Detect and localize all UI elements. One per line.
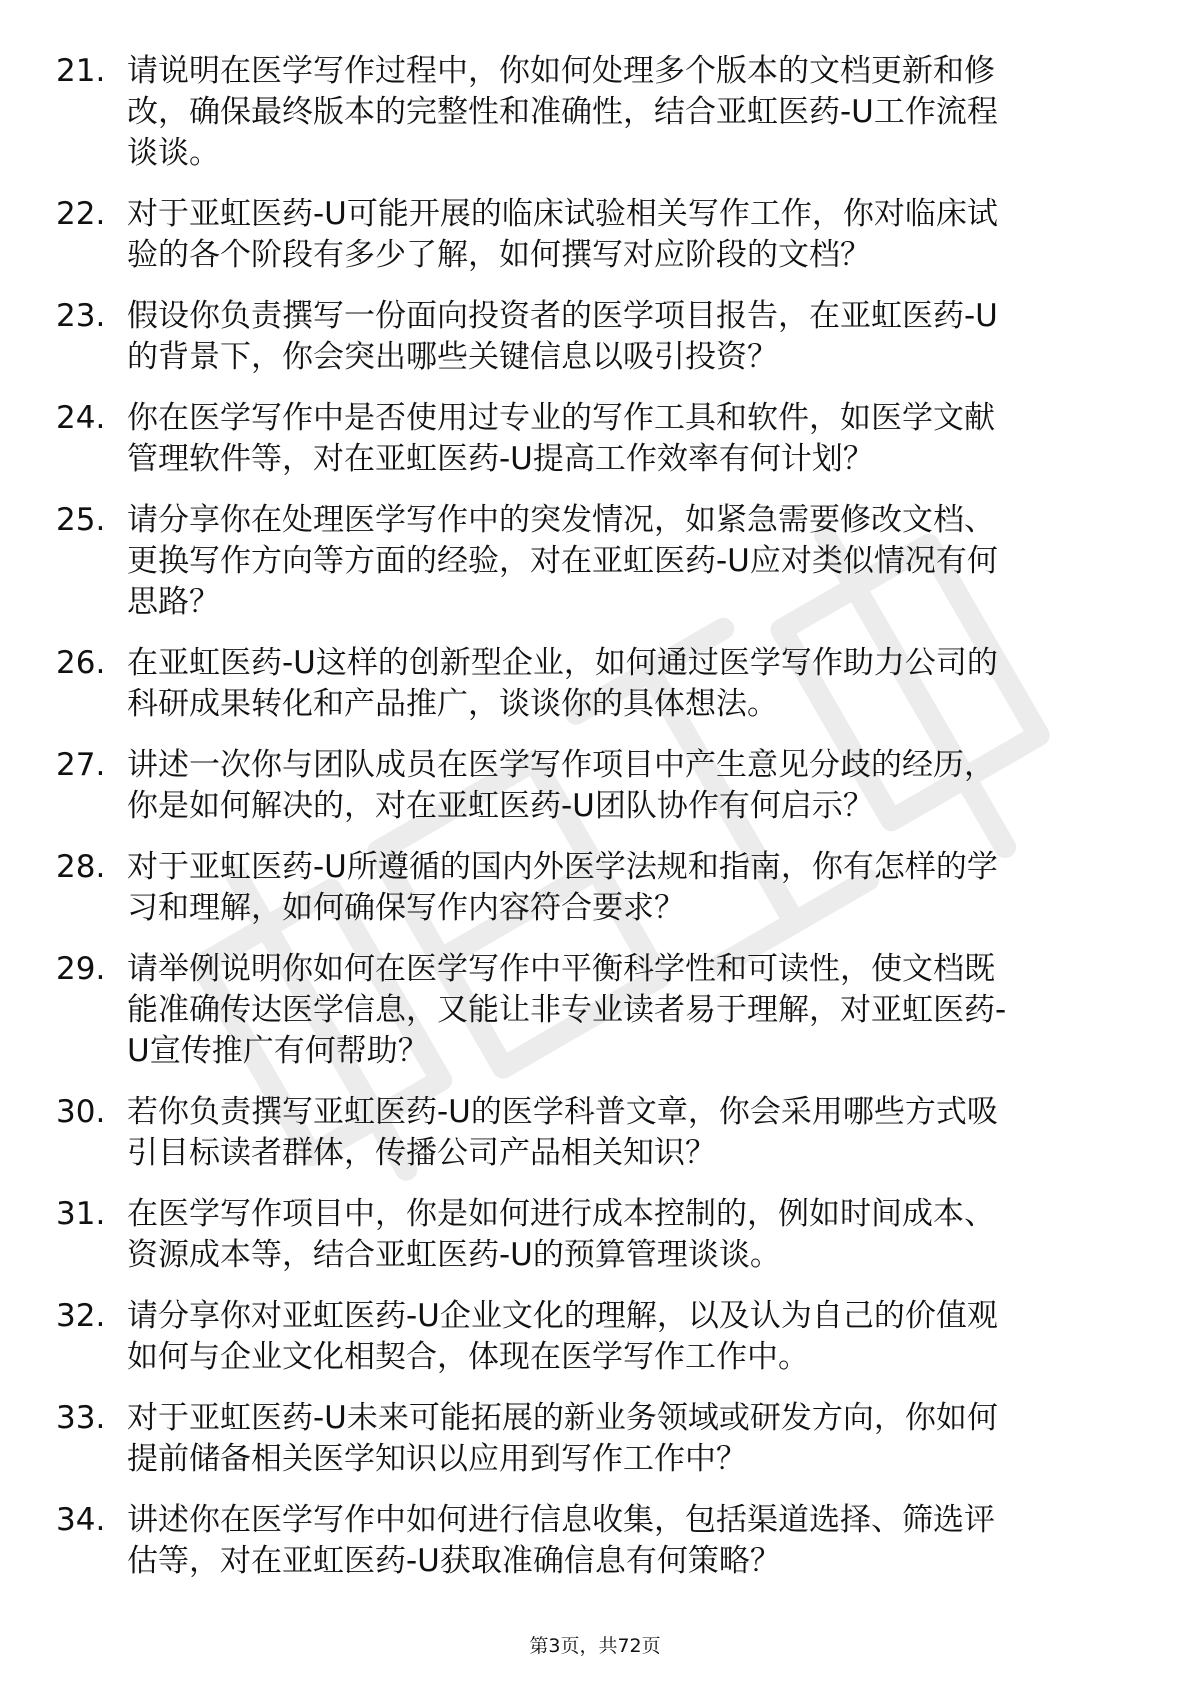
question-text-line: 管理软件等，对在亚虹医药-U提高工作效率有何计划？	[127, 441, 874, 477]
question-number: 33.	[56, 1400, 106, 1436]
question-item	[0, 51, 1190, 174]
question-text-line: 对于亚虹医药-U未来可能拓展的新业务领域或研发方向，你如何	[127, 1400, 998, 1436]
question-text-line: 请举例说明你如何在医学写作中平衡科学性和可读性，使文档既	[127, 951, 995, 987]
question-text-line: 假设你负责撰写一份面向投资者的医学项目报告，在亚虹医药-U	[127, 298, 998, 334]
question-text-line: 若你负责撰写亚虹医药-U的医学科普文章，你会采用哪些方式吸	[127, 1094, 998, 1130]
question-text	[127, 847, 1147, 929]
question-item	[0, 643, 1190, 725]
question-number: 22.	[56, 196, 106, 232]
question-text-line: 如何与企业文化相契合，体现在医学写作工作中。	[127, 1339, 809, 1375]
question-item	[0, 847, 1190, 929]
question-number: 32.	[56, 1298, 106, 1334]
question-item	[0, 500, 1190, 623]
question-number: 27.	[56, 747, 106, 783]
question-text-line: 请分享你在处理医学写作中的突发情况，如紧急需要修改文档、	[127, 502, 995, 538]
question-text-line: 能准确传达医学信息，又能让非专业读者易于理解，对亚虹医药-	[127, 992, 1007, 1028]
question-text-line: 提前储备相关医学知识以应用到写作工作中？	[127, 1441, 747, 1477]
question-text-line: 在医学写作项目中，你是如何进行成本控制的，例如时间成本、	[127, 1196, 995, 1232]
question-text-line: 习和理解，如何确保写作内容符合要求？	[127, 890, 685, 926]
question-text-line: 引目标读者群体，传播公司产品相关知识？	[127, 1135, 716, 1171]
question-text	[127, 1092, 1147, 1174]
question-text-line: 对于亚虹医药-U所遵循的国内外医学法规和指南，你有怎样的学	[127, 849, 998, 885]
question-text-line: 思路？	[127, 584, 220, 620]
question-number: 31.	[56, 1196, 106, 1232]
question-text-line: 对于亚虹医药-U可能开展的临床试验相关写作工作，你对临床试	[127, 196, 998, 232]
question-text-line: 你是如何解决的，对在亚虹医药-U团队协作有何启示？	[127, 788, 874, 824]
question-text-line: 改，确保最终版本的完整性和准确性，结合亚虹医药-U工作流程	[127, 94, 998, 130]
question-item	[0, 1398, 1190, 1480]
page-number: 第3页，共72页	[529, 1635, 661, 1657]
question-number: 28.	[56, 849, 106, 885]
question-item	[0, 1194, 1190, 1276]
question-item	[0, 1296, 1190, 1378]
question-text	[127, 398, 1147, 480]
question-text-line: 的背景下，你会突出哪些关键信息以吸引投资？	[127, 339, 778, 375]
question-text	[127, 1194, 1147, 1276]
question-item	[0, 296, 1190, 378]
question-number: 26.	[56, 645, 106, 681]
question-text-line: 请说明在医学写作过程中，你如何处理多个版本的文档更新和修	[127, 53, 995, 89]
question-item	[0, 1092, 1190, 1174]
question-text-line: 更换写作方向等方面的经验，对在亚虹医药-U应对类似情况有何	[127, 543, 998, 579]
question-item	[0, 1500, 1190, 1582]
question-number: 34.	[56, 1502, 106, 1538]
question-text-line: 在亚虹医药-U这样的创新型企业，如何通过医学写作助力公司的	[127, 645, 998, 681]
question-item	[0, 194, 1190, 276]
question-number: 30.	[56, 1094, 106, 1130]
question-text-line: 资源成本等，结合亚虹医药-U的预算管理谈谈。	[127, 1237, 781, 1273]
question-text-line: 估等，对在亚虹医药-U获取准确信息有何策略？	[127, 1543, 781, 1579]
question-text	[127, 745, 1147, 827]
question-text	[127, 1398, 1147, 1480]
question-text-line: 请分享你对亚虹医药-U企业文化的理解，以及认为自己的价值观	[127, 1298, 998, 1334]
question-text	[127, 1500, 1147, 1582]
question-number: 25.	[56, 502, 106, 538]
question-text	[127, 51, 1147, 174]
question-number: 29.	[56, 951, 106, 987]
question-number: 23.	[56, 298, 106, 334]
question-text-line: 讲述一次你与团队成员在医学写作项目中产生意见分歧的经历，	[127, 747, 995, 783]
question-text-line: 谈谈。	[127, 135, 220, 171]
question-text-line: 验的各个阶段有多少了解，如何撰写对应阶段的文档？	[127, 237, 871, 273]
question-text	[127, 643, 1147, 725]
question-text	[127, 500, 1147, 623]
question-text-line: 讲述你在医学写作中如何进行信息收集，包括渠道选择、筛选评	[127, 1502, 995, 1538]
question-text-line: 科研成果转化和产品推广，谈谈你的具体想法。	[127, 686, 778, 722]
question-text	[127, 1296, 1147, 1378]
question-number: 21.	[56, 53, 106, 89]
question-item	[0, 745, 1190, 827]
question-text	[127, 194, 1147, 276]
question-text-line: 你在医学写作中是否使用过专业的写作工具和软件，如医学文献	[127, 400, 995, 436]
question-text	[127, 949, 1147, 1072]
question-number: 24.	[56, 400, 106, 436]
question-item	[0, 398, 1190, 480]
question-item	[0, 949, 1190, 1072]
question-text	[127, 296, 1147, 378]
question-text-line: U宣传推广有何帮助？	[127, 1033, 429, 1069]
